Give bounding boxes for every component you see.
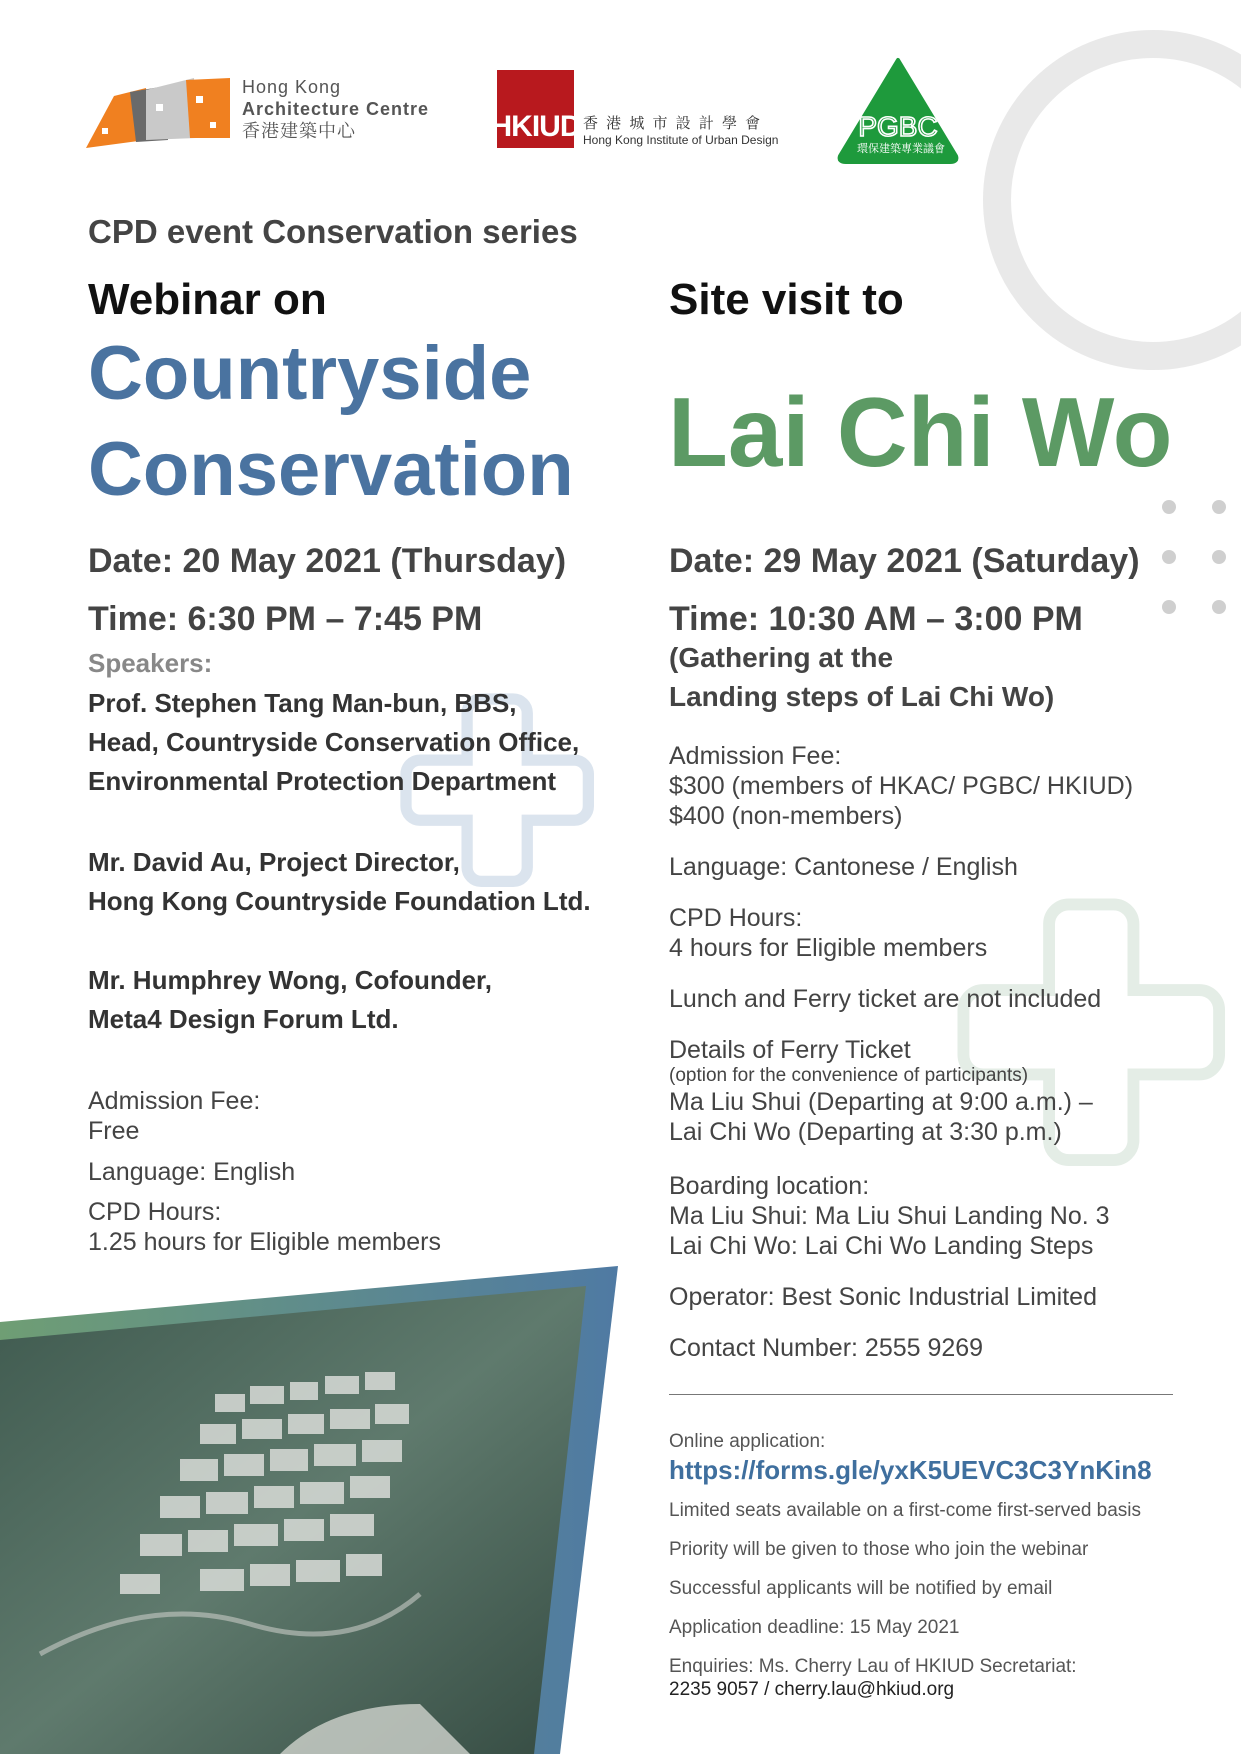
webinar-date: Date: 20 May 2021 (Thursday) <box>88 542 567 580</box>
decorative-ring <box>983 30 1241 370</box>
note-notification: Successful applicants will be notified by email <box>669 1578 1053 1599</box>
site-visit-language: Language: Cantonese / English <box>669 853 1018 881</box>
note-priority: Priority will be given to those who join the webinar <box>669 1539 1089 1560</box>
enquiries-label: Enquiries: Ms. Cherry Lau of HKIUD Secretariat: <box>669 1656 1077 1677</box>
site-visit-title: Lai Chi Wo <box>668 377 1173 487</box>
series-label: CPD event Conservation series <box>88 213 578 250</box>
site-visit-time: Time: 10:30 AM – 3:00 PM <box>669 600 1083 638</box>
speakers-label: Speakers: <box>88 648 213 678</box>
pgbc-logo-text: 環保建築專業議會 <box>857 143 945 155</box>
boarding-location: Boarding location: Ma Liu Shui: Ma Liu Shui Landing No. 3 Lai Chi Wo: Lai Chi Wo Landing Steps <box>669 1172 1110 1260</box>
hkiud-logo-text: 香 港 城 市 設 計 學 會 Hong Kong Institute of Urban Design <box>583 115 779 147</box>
enquiries-contact: 2235 9057 / cherry.lau@hkiud.org <box>669 1679 955 1700</box>
online-application-label: Online application: <box>669 1431 826 1452</box>
site-visit-datetime <box>669 532 1189 648</box>
ferry-details: Details of Ferry Ticket (option for the convenience of participants) Ma Liu Shui (Departing at 9:00 a.m.) – Lai Chi Wo (Departing at 3:30 p.m.) <box>669 1036 1093 1146</box>
hkac-logo-text: Hong Kong Architecture Centre 香港建築中心 <box>242 77 430 141</box>
site-visit-admission: Admission Fee: $300 (members of HKAC/ PGBC/ HKIUD) $400 (non-members) <box>669 742 1134 830</box>
webinar-title-line1: Countryside <box>88 331 532 416</box>
site-visit-heading: Site visit to <box>669 275 904 324</box>
speaker-2: Mr. David Au, Project Director, Hong Kong Countryside Foundation Ltd. <box>88 847 591 916</box>
webinar-language: Language: English <box>88 1158 296 1186</box>
webinar-heading: Webinar on <box>88 275 327 324</box>
lunch-ferry-note: Lunch and Ferry ticket are not included <box>669 985 1102 1013</box>
pgbc-mark-text: PGBC <box>858 111 938 142</box>
speaker-3: Mr. Humphrey Wong, Cofounder, Meta4 Design Forum Ltd. <box>88 965 492 1034</box>
hkiud-logo-icon: HKIUD <box>497 70 574 148</box>
note-deadline: Application deadline: 15 May 2021 <box>669 1617 960 1638</box>
hkac-logo-icon <box>86 78 230 148</box>
contact-number: Contact Number: 2555 9269 <box>669 1334 984 1362</box>
gathering-note: (Gathering at the Landing steps of Lai Chi Wo) <box>669 642 1055 712</box>
webinar-cpd: CPD Hours: 1.25 hours for Eligible members <box>88 1198 441 1256</box>
site-visit-date: Date: 29 May 2021 (Saturday) <box>669 542 1140 580</box>
speaker-1: Prof. Stephen Tang Man-bun, BBS, Head, Countryside Conservation Office, Environmental Protection Department <box>88 688 580 796</box>
webinar-admission: Admission Fee: Free <box>88 1087 261 1145</box>
webinar-title-line2: Conservation <box>88 427 574 512</box>
lai-chi-wo-aerial-photo <box>0 1264 620 1754</box>
note-limited-seats: Limited seats available on a first-come first-served basis <box>669 1500 1142 1521</box>
site-visit-cpd: CPD Hours: 4 hours for Eligible members <box>669 904 988 962</box>
webinar-datetime <box>88 532 608 648</box>
webinar-time: Time: 6:30 PM – 7:45 PM <box>88 600 483 638</box>
operator: Operator: Best Sonic Industrial Limited <box>669 1283 1097 1311</box>
online-application-link[interactable]: https://forms.gle/yxK5UEVC3C3YnKin8 <box>669 1455 1152 1485</box>
divider <box>669 1394 1173 1395</box>
